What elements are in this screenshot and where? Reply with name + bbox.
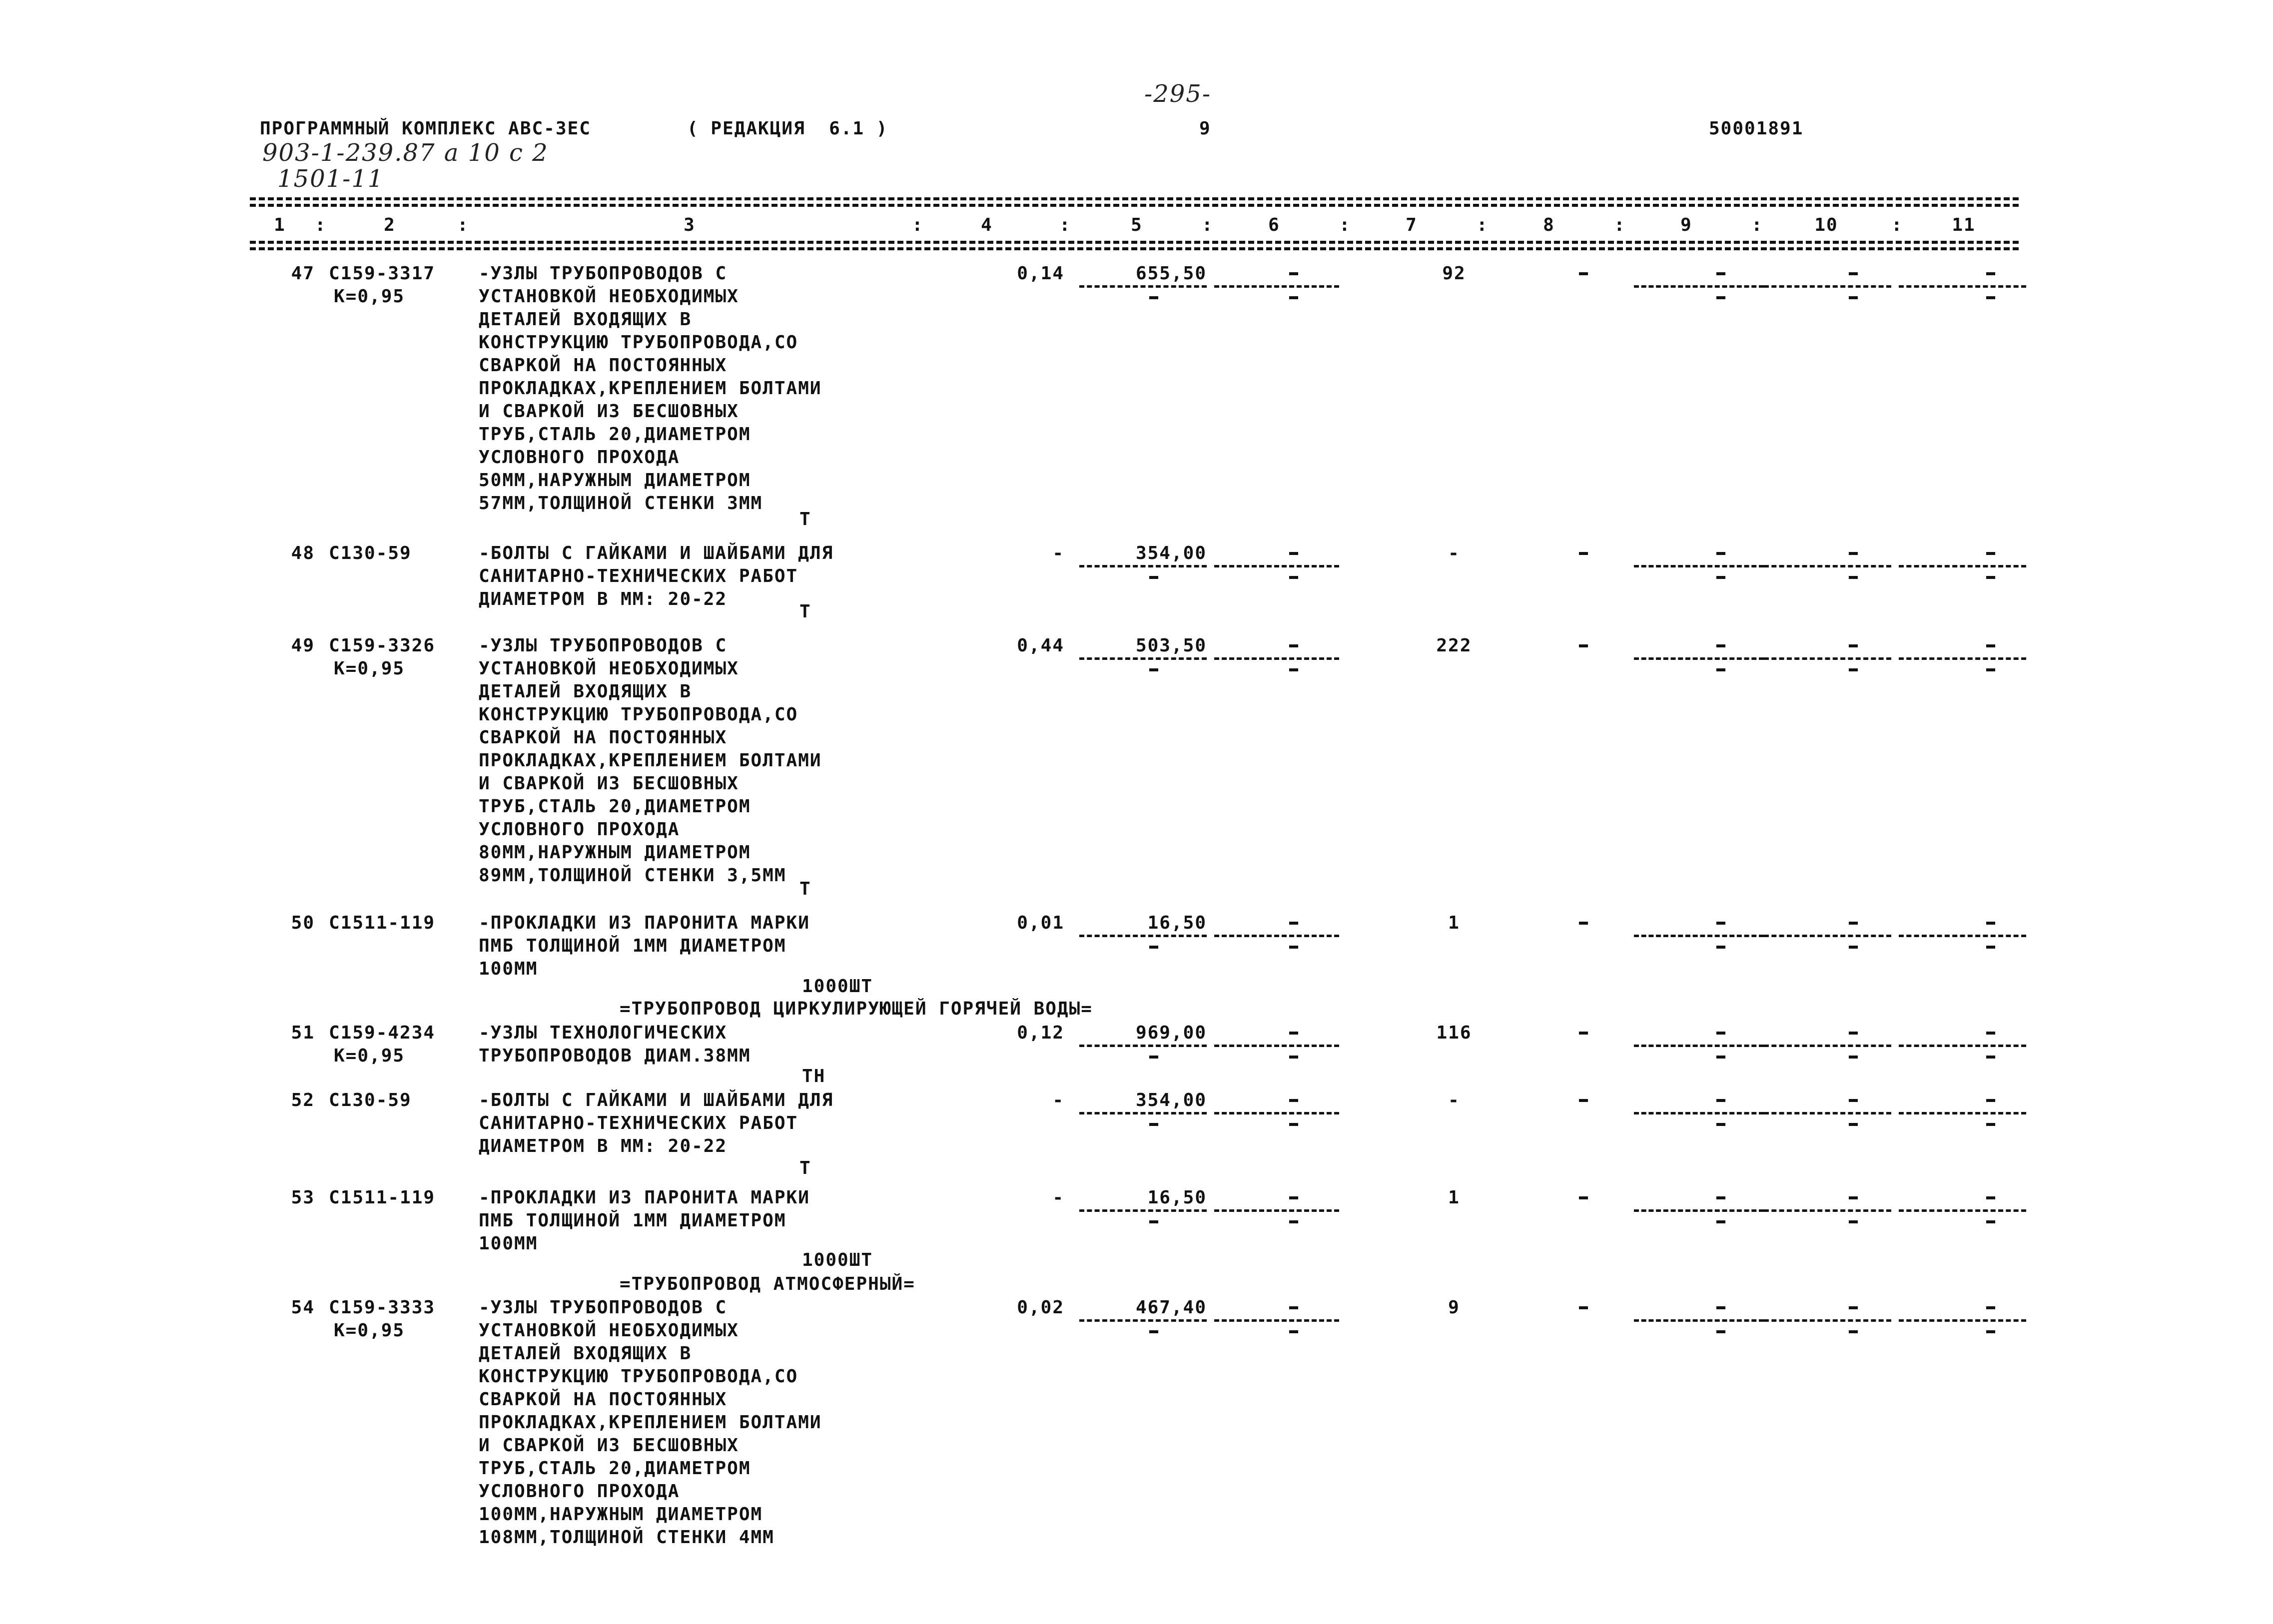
empty-value-dash — [1149, 1056, 1158, 1059]
header-top-rule — [250, 197, 2019, 200]
sum-underline — [1899, 285, 2026, 288]
rate-code: С1511-119 — [329, 1187, 436, 1208]
description-line: -ПРОКЛАДКИ ИЗ ПАРОНИТА МАРКИ — [479, 1187, 810, 1208]
sum-underline — [1079, 1319, 1207, 1322]
col7-value: - — [1448, 1090, 1460, 1110]
col5-value: 354,00 — [1135, 543, 1207, 563]
empty-value-dash — [1579, 1099, 1588, 1102]
description-line: 57ММ,ТОЛЩИНОЙ СТЕНКИ 3ММ — [479, 493, 763, 514]
empty-value-dash — [1986, 946, 1995, 949]
header-bottom-rule — [250, 241, 2019, 244]
col4-value: 0,12 — [1017, 1023, 1064, 1043]
description-line: ПРОКЛАДКАХ,КРЕПЛЕНИЕМ БОЛТАМИ — [479, 1412, 822, 1433]
sum-underline — [1764, 657, 1891, 660]
sum-underline — [1214, 1319, 1339, 1322]
col-separator: : — [1059, 215, 1071, 235]
col7-value: - — [1448, 543, 1460, 563]
empty-value-dash — [1289, 1123, 1298, 1126]
description-line: СВАРКОЙ НА ПОСТОЯННЫХ — [479, 1389, 728, 1410]
unit-label: Т — [799, 509, 811, 530]
sum-underline — [1634, 1045, 1764, 1047]
sum-underline — [1634, 285, 1764, 288]
empty-value-dash — [1849, 272, 1858, 275]
empty-value-dash — [1716, 1099, 1725, 1102]
section-header-atmospheric: =ТРУБОПРОВОД АТМОСФЕРНЫЙ= — [620, 1274, 915, 1294]
description-line: 108ММ,ТОЛЩИНОЙ СТЕНКИ 4ММ — [479, 1527, 774, 1548]
empty-value-dash — [1716, 576, 1725, 579]
empty-value-dash — [1716, 1306, 1725, 1309]
description-line: ПМБ ТОЛЩИНОЙ 1ММ ДИАМЕТРОМ — [479, 936, 786, 956]
coefficient: К=0,95 — [334, 1320, 405, 1341]
empty-value-dash — [1986, 1196, 1995, 1199]
sum-underline — [1079, 565, 1207, 567]
sum-underline — [1079, 1045, 1207, 1047]
col5-value: 503,50 — [1135, 635, 1207, 656]
unit-label: Т — [799, 1158, 811, 1178]
coefficient: К=0,95 — [334, 1046, 405, 1066]
description-line: И СВАРКОЙ ИЗ БЕСШОВНЫХ — [479, 1435, 739, 1456]
col7-value: 9 — [1448, 1297, 1460, 1318]
row-number: 52 — [291, 1090, 315, 1110]
description-line: ПРОКЛАДКАХ,КРЕПЛЕНИЕМ БОЛТАМИ — [479, 750, 822, 771]
description-line: ДИАМЕТРОМ В ММ: 20-22 — [479, 1136, 728, 1156]
empty-value-dash — [1289, 1099, 1298, 1102]
empty-value-dash — [1849, 1306, 1858, 1309]
empty-value-dash — [1849, 922, 1858, 925]
sum-underline — [1079, 1209, 1207, 1212]
sum-underline — [1764, 935, 1891, 937]
rate-code: С159-4234 — [329, 1023, 436, 1043]
empty-value-dash — [1986, 668, 1995, 671]
description-line: -УЗЛЫ ТРУБОПРОВОДОВ С — [479, 1297, 728, 1318]
empty-value-dash — [1716, 922, 1725, 925]
sum-underline — [1899, 657, 2026, 660]
description-line: УСЛОВНОГО ПРОХОДА — [479, 447, 680, 468]
row-number: 50 — [291, 913, 315, 933]
sum-underline — [1634, 1319, 1764, 1322]
rate-code: С159-3317 — [329, 263, 436, 284]
empty-value-dash — [1289, 296, 1298, 299]
rate-code: С159-3326 — [329, 635, 436, 656]
col5-value: 354,00 — [1135, 1090, 1207, 1110]
col5-value: 969,00 — [1135, 1023, 1207, 1043]
col-header-7: 7 — [1406, 215, 1418, 235]
empty-value-dash — [1716, 946, 1725, 949]
description-line: ТРУБ,СТАЛЬ 20,ДИАМЕТРОМ — [479, 424, 751, 445]
col-header-8: 8 — [1543, 215, 1555, 235]
empty-value-dash — [1289, 668, 1298, 671]
empty-value-dash — [1289, 946, 1298, 949]
empty-value-dash — [1716, 1196, 1725, 1199]
col7-value: 1 — [1448, 913, 1460, 933]
sum-underline — [1634, 1112, 1764, 1114]
description-line: УСЛОВНОГО ПРОХОДА — [479, 1481, 680, 1502]
col-header-3: 3 — [684, 215, 696, 235]
description-line: 89ММ,ТОЛЩИНОЙ СТЕНКИ 3,5ММ — [479, 865, 786, 886]
rate-code: С159-3333 — [329, 1297, 436, 1318]
col-separator: : — [1339, 215, 1351, 235]
empty-value-dash — [1986, 1330, 1995, 1333]
sum-underline — [1214, 1209, 1339, 1212]
col-separators: : — [315, 215, 327, 235]
description-line: И СВАРКОЙ ИЗ БЕСШОВНЫХ — [479, 773, 739, 794]
description-line: 100ММ,НАРУЖНЫМ ДИАМЕТРОМ — [479, 1504, 763, 1525]
col-header-6: 6 — [1268, 215, 1280, 235]
col7-value: 222 — [1436, 635, 1472, 656]
sum-underline — [1079, 935, 1207, 937]
sum-underline — [1764, 1209, 1891, 1212]
empty-value-dash — [1849, 576, 1858, 579]
unit-label: Т — [799, 879, 811, 899]
col-separator: : — [457, 215, 469, 235]
description-line: УСЛОВНОГО ПРОХОДА — [479, 819, 680, 840]
empty-value-dash — [1986, 644, 1995, 647]
empty-value-dash — [1579, 272, 1588, 275]
sum-underline — [1764, 565, 1891, 567]
empty-value-dash — [1289, 576, 1298, 579]
description-line: КОНСТРУКЦИЮ ТРУБОПРОВОДА,СО — [479, 1366, 798, 1387]
description-line: ПМБ ТОЛЩИНОЙ 1ММ ДИАМЕТРОМ — [479, 1210, 786, 1231]
handwritten-sheet-ref: 1501-11 — [277, 165, 384, 193]
document-code: 50001891 — [1709, 118, 1804, 139]
col5-value: 655,50 — [1135, 263, 1207, 284]
empty-value-dash — [1579, 552, 1588, 555]
empty-value-dash — [1149, 296, 1158, 299]
program-title: ПРОГРАММНЫЙ КОМПЛЕКС АВС-3ЕС — [260, 118, 591, 139]
empty-value-dash — [1716, 272, 1725, 275]
empty-value-dash — [1986, 296, 1995, 299]
empty-value-dash — [1289, 1056, 1298, 1059]
header-top-rule-2 — [250, 204, 2019, 207]
empty-value-dash — [1716, 644, 1725, 647]
sum-underline — [1899, 565, 2026, 567]
empty-value-dash — [1986, 1123, 1995, 1126]
col-header-4: 4 — [981, 215, 993, 235]
empty-value-dash — [1849, 1099, 1858, 1102]
unit-label: ТН — [802, 1066, 826, 1086]
empty-value-dash — [1716, 668, 1725, 671]
empty-value-dash — [1986, 1099, 1995, 1102]
description-line: ДЕТАЛЕЙ ВХОДЯЩИХ В — [479, 309, 692, 330]
empty-value-dash — [1716, 296, 1725, 299]
description-line: ПРОКЛАДКАХ,КРЕПЛЕНИЕМ БОЛТАМИ — [479, 378, 822, 399]
unit-label: 1000ШТ — [802, 1250, 873, 1270]
description-line: СВАРКОЙ НА ПОСТОЯННЫХ — [479, 355, 728, 376]
sum-underline — [1764, 1112, 1891, 1114]
sheet-number: 9 — [1199, 118, 1211, 139]
sum-underline — [1214, 285, 1339, 288]
description-line: ДЕТАЛЕЙ ВХОДЯЩИХ В — [479, 1343, 692, 1364]
col-header-2: 2 — [384, 215, 396, 235]
sum-underline — [1214, 935, 1339, 937]
col-separator: : — [1202, 215, 1214, 235]
description-line: ДЕТАЛЕЙ ВХОДЯЩИХ В — [479, 681, 692, 702]
empty-value-dash — [1986, 272, 1995, 275]
description-line: -ПРОКЛАДКИ ИЗ ПАРОНИТА МАРКИ — [479, 913, 810, 933]
col-separator: : — [1891, 215, 1903, 235]
empty-value-dash — [1849, 296, 1858, 299]
empty-value-dash — [1986, 1220, 1995, 1223]
description-line: СВАРКОЙ НА ПОСТОЯННЫХ — [479, 727, 728, 748]
col4-value: 0,14 — [1017, 263, 1064, 284]
col4-value: 0,02 — [1017, 1297, 1064, 1318]
edition-label: ( РЕДАКЦИЯ 6.1 ) — [687, 118, 888, 139]
coefficient: К=0,95 — [334, 658, 405, 679]
col7-value: 116 — [1436, 1023, 1472, 1043]
sum-underline — [1079, 285, 1207, 288]
empty-value-dash — [1849, 1056, 1858, 1059]
col4-value: - — [1052, 1090, 1064, 1110]
empty-value-dash — [1289, 272, 1298, 275]
empty-value-dash — [1579, 644, 1588, 647]
empty-value-dash — [1579, 1196, 1588, 1199]
empty-value-dash — [1849, 1032, 1858, 1035]
description-line: УСТАНОВКОЙ НЕОБХОДИМЫХ — [479, 658, 739, 679]
sum-underline — [1634, 1209, 1764, 1212]
empty-value-dash — [1149, 668, 1158, 671]
row-number: 49 — [291, 635, 315, 656]
empty-value-dash — [1289, 1196, 1298, 1199]
sum-underline — [1899, 1045, 2026, 1047]
col-header-1: 1 — [274, 215, 286, 235]
description-line: И СВАРКОЙ ИЗ БЕСШОВНЫХ — [479, 401, 739, 422]
empty-value-dash — [1289, 644, 1298, 647]
empty-value-dash — [1986, 552, 1995, 555]
row-number: 51 — [291, 1023, 315, 1043]
handwritten-project-code: 903-1-239.87 а 10 с 2 — [262, 139, 549, 167]
sum-underline — [1214, 565, 1339, 567]
sum-underline — [1764, 1319, 1891, 1322]
description-line: -УЗЛЫ ТРУБОПРОВОДОВ С — [479, 263, 728, 284]
col-header-5: 5 — [1131, 215, 1143, 235]
sum-underline — [1634, 657, 1764, 660]
sum-underline — [1214, 1045, 1339, 1047]
empty-value-dash — [1289, 1032, 1298, 1035]
description-line: -УЗЛЫ ТЕХНОЛОГИЧЕСКИХ — [479, 1023, 728, 1043]
col4-value: 0,01 — [1017, 913, 1064, 933]
empty-value-dash — [1716, 1056, 1725, 1059]
empty-value-dash — [1579, 1032, 1588, 1035]
empty-value-dash — [1849, 1330, 1858, 1333]
empty-value-dash — [1149, 1123, 1158, 1126]
rate-code: С130-59 — [329, 1090, 412, 1110]
empty-value-dash — [1289, 552, 1298, 555]
sum-underline — [1634, 935, 1764, 937]
empty-value-dash — [1716, 1330, 1725, 1333]
empty-value-dash — [1289, 1330, 1298, 1333]
col-separator: : — [912, 215, 924, 235]
header-bottom-rule-2 — [250, 247, 2019, 250]
empty-value-dash — [1149, 1330, 1158, 1333]
col4-value: - — [1052, 543, 1064, 563]
col5-value: 16,50 — [1147, 913, 1207, 933]
description-line: 100ММ — [479, 959, 538, 979]
row-number: 48 — [291, 543, 315, 563]
col-header-11: 11 — [1952, 215, 1976, 235]
sum-underline — [1634, 565, 1764, 567]
description-line: САНИТАРНО-ТЕХНИЧЕСКИХ РАБОТ — [479, 1113, 798, 1133]
page-number: -295- — [1144, 80, 1212, 108]
section-header-hot-water: =ТРУБОПРОВОД ЦИРКУЛИРУЮЩЕЙ ГОРЯЧЕЙ ВОДЫ= — [620, 999, 1093, 1019]
empty-value-dash — [1849, 1220, 1858, 1223]
empty-value-dash — [1289, 1306, 1298, 1309]
empty-value-dash — [1289, 1220, 1298, 1223]
row-number: 54 — [291, 1297, 315, 1318]
empty-value-dash — [1986, 1056, 1995, 1059]
description-line: КОНСТРУКЦИЮ ТРУБОПРОВОДА,СО — [479, 332, 798, 353]
empty-value-dash — [1149, 576, 1158, 579]
empty-value-dash — [1849, 1196, 1858, 1199]
sum-underline — [1764, 285, 1891, 288]
sum-underline — [1079, 1112, 1207, 1114]
description-line: -БОЛТЫ С ГАЙКАМИ И ШАЙБАМИ ДЛЯ — [479, 543, 834, 563]
empty-value-dash — [1716, 1032, 1725, 1035]
sum-underline — [1899, 935, 2026, 937]
empty-value-dash — [1849, 668, 1858, 671]
empty-value-dash — [1849, 644, 1858, 647]
col4-value: 0,44 — [1017, 635, 1064, 656]
empty-value-dash — [1986, 922, 1995, 925]
rate-code: С1511-119 — [329, 913, 436, 933]
empty-value-dash — [1716, 552, 1725, 555]
description-line: УСТАНОВКОЙ НЕОБХОДИМЫХ — [479, 1320, 739, 1341]
sum-underline — [1214, 657, 1339, 660]
col-header-9: 9 — [1680, 215, 1692, 235]
row-number: 53 — [291, 1187, 315, 1208]
description-line: -БОЛТЫ С ГАЙКАМИ И ШАЙБАМИ ДЛЯ — [479, 1090, 834, 1110]
empty-value-dash — [1149, 946, 1158, 949]
description-line: ДИАМЕТРОМ В ММ: 20-22 — [479, 589, 728, 609]
col7-value: 92 — [1442, 263, 1466, 284]
description-line: ТРУБ,СТАЛЬ 20,ДИАМЕТРОМ — [479, 796, 751, 817]
description-line: 80ММ,НАРУЖНЫМ ДИАМЕТРОМ — [479, 842, 751, 863]
coefficient: К=0,95 — [334, 286, 405, 307]
empty-value-dash — [1716, 1220, 1725, 1223]
empty-value-dash — [1986, 1306, 1995, 1309]
unit-label: Т — [799, 601, 811, 622]
description-line: ТРУБ,СТАЛЬ 20,ДИАМЕТРОМ — [479, 1458, 751, 1479]
empty-value-dash — [1849, 1123, 1858, 1126]
col-separator: : — [1477, 215, 1489, 235]
col-separator: : — [1751, 215, 1763, 235]
unit-label: 1000ШТ — [802, 976, 873, 997]
empty-value-dash — [1849, 552, 1858, 555]
col-separator: : — [1614, 215, 1626, 235]
sum-underline — [1899, 1209, 2026, 1212]
col5-value: 16,50 — [1147, 1187, 1207, 1208]
empty-value-dash — [1716, 1123, 1725, 1126]
col4-value: - — [1052, 1187, 1064, 1208]
empty-value-dash — [1579, 1306, 1588, 1309]
empty-value-dash — [1849, 946, 1858, 949]
description-line: КОНСТРУКЦИЮ ТРУБОПРОВОДА,СО — [479, 704, 798, 725]
sum-underline — [1214, 1112, 1339, 1114]
sum-underline — [1899, 1319, 2026, 1322]
col7-value: 1 — [1448, 1187, 1460, 1208]
description-line: 50ММ,НАРУЖНЫМ ДИАМЕТРОМ — [479, 470, 751, 491]
sum-underline — [1899, 1112, 2026, 1114]
description-line: 100ММ — [479, 1233, 538, 1254]
sum-underline — [1764, 1045, 1891, 1047]
empty-value-dash — [1289, 922, 1298, 925]
description-line: -УЗЛЫ ТРУБОПРОВОДОВ С — [479, 635, 728, 656]
empty-value-dash — [1986, 1032, 1995, 1035]
row-number: 47 — [291, 263, 315, 284]
empty-value-dash — [1986, 576, 1995, 579]
empty-value-dash — [1149, 1220, 1158, 1223]
empty-value-dash — [1579, 922, 1588, 925]
rate-code: С130-59 — [329, 543, 412, 563]
col-header-10: 10 — [1814, 215, 1838, 235]
sum-underline — [1079, 657, 1207, 660]
description-line: УСТАНОВКОЙ НЕОБХОДИМЫХ — [479, 286, 739, 307]
description-line: ТРУБОПРОВОДОВ ДИАМ.38ММ — [479, 1046, 751, 1066]
col5-value: 467,40 — [1135, 1297, 1207, 1318]
description-line: САНИТАРНО-ТЕХНИЧЕСКИХ РАБОТ — [479, 566, 798, 586]
